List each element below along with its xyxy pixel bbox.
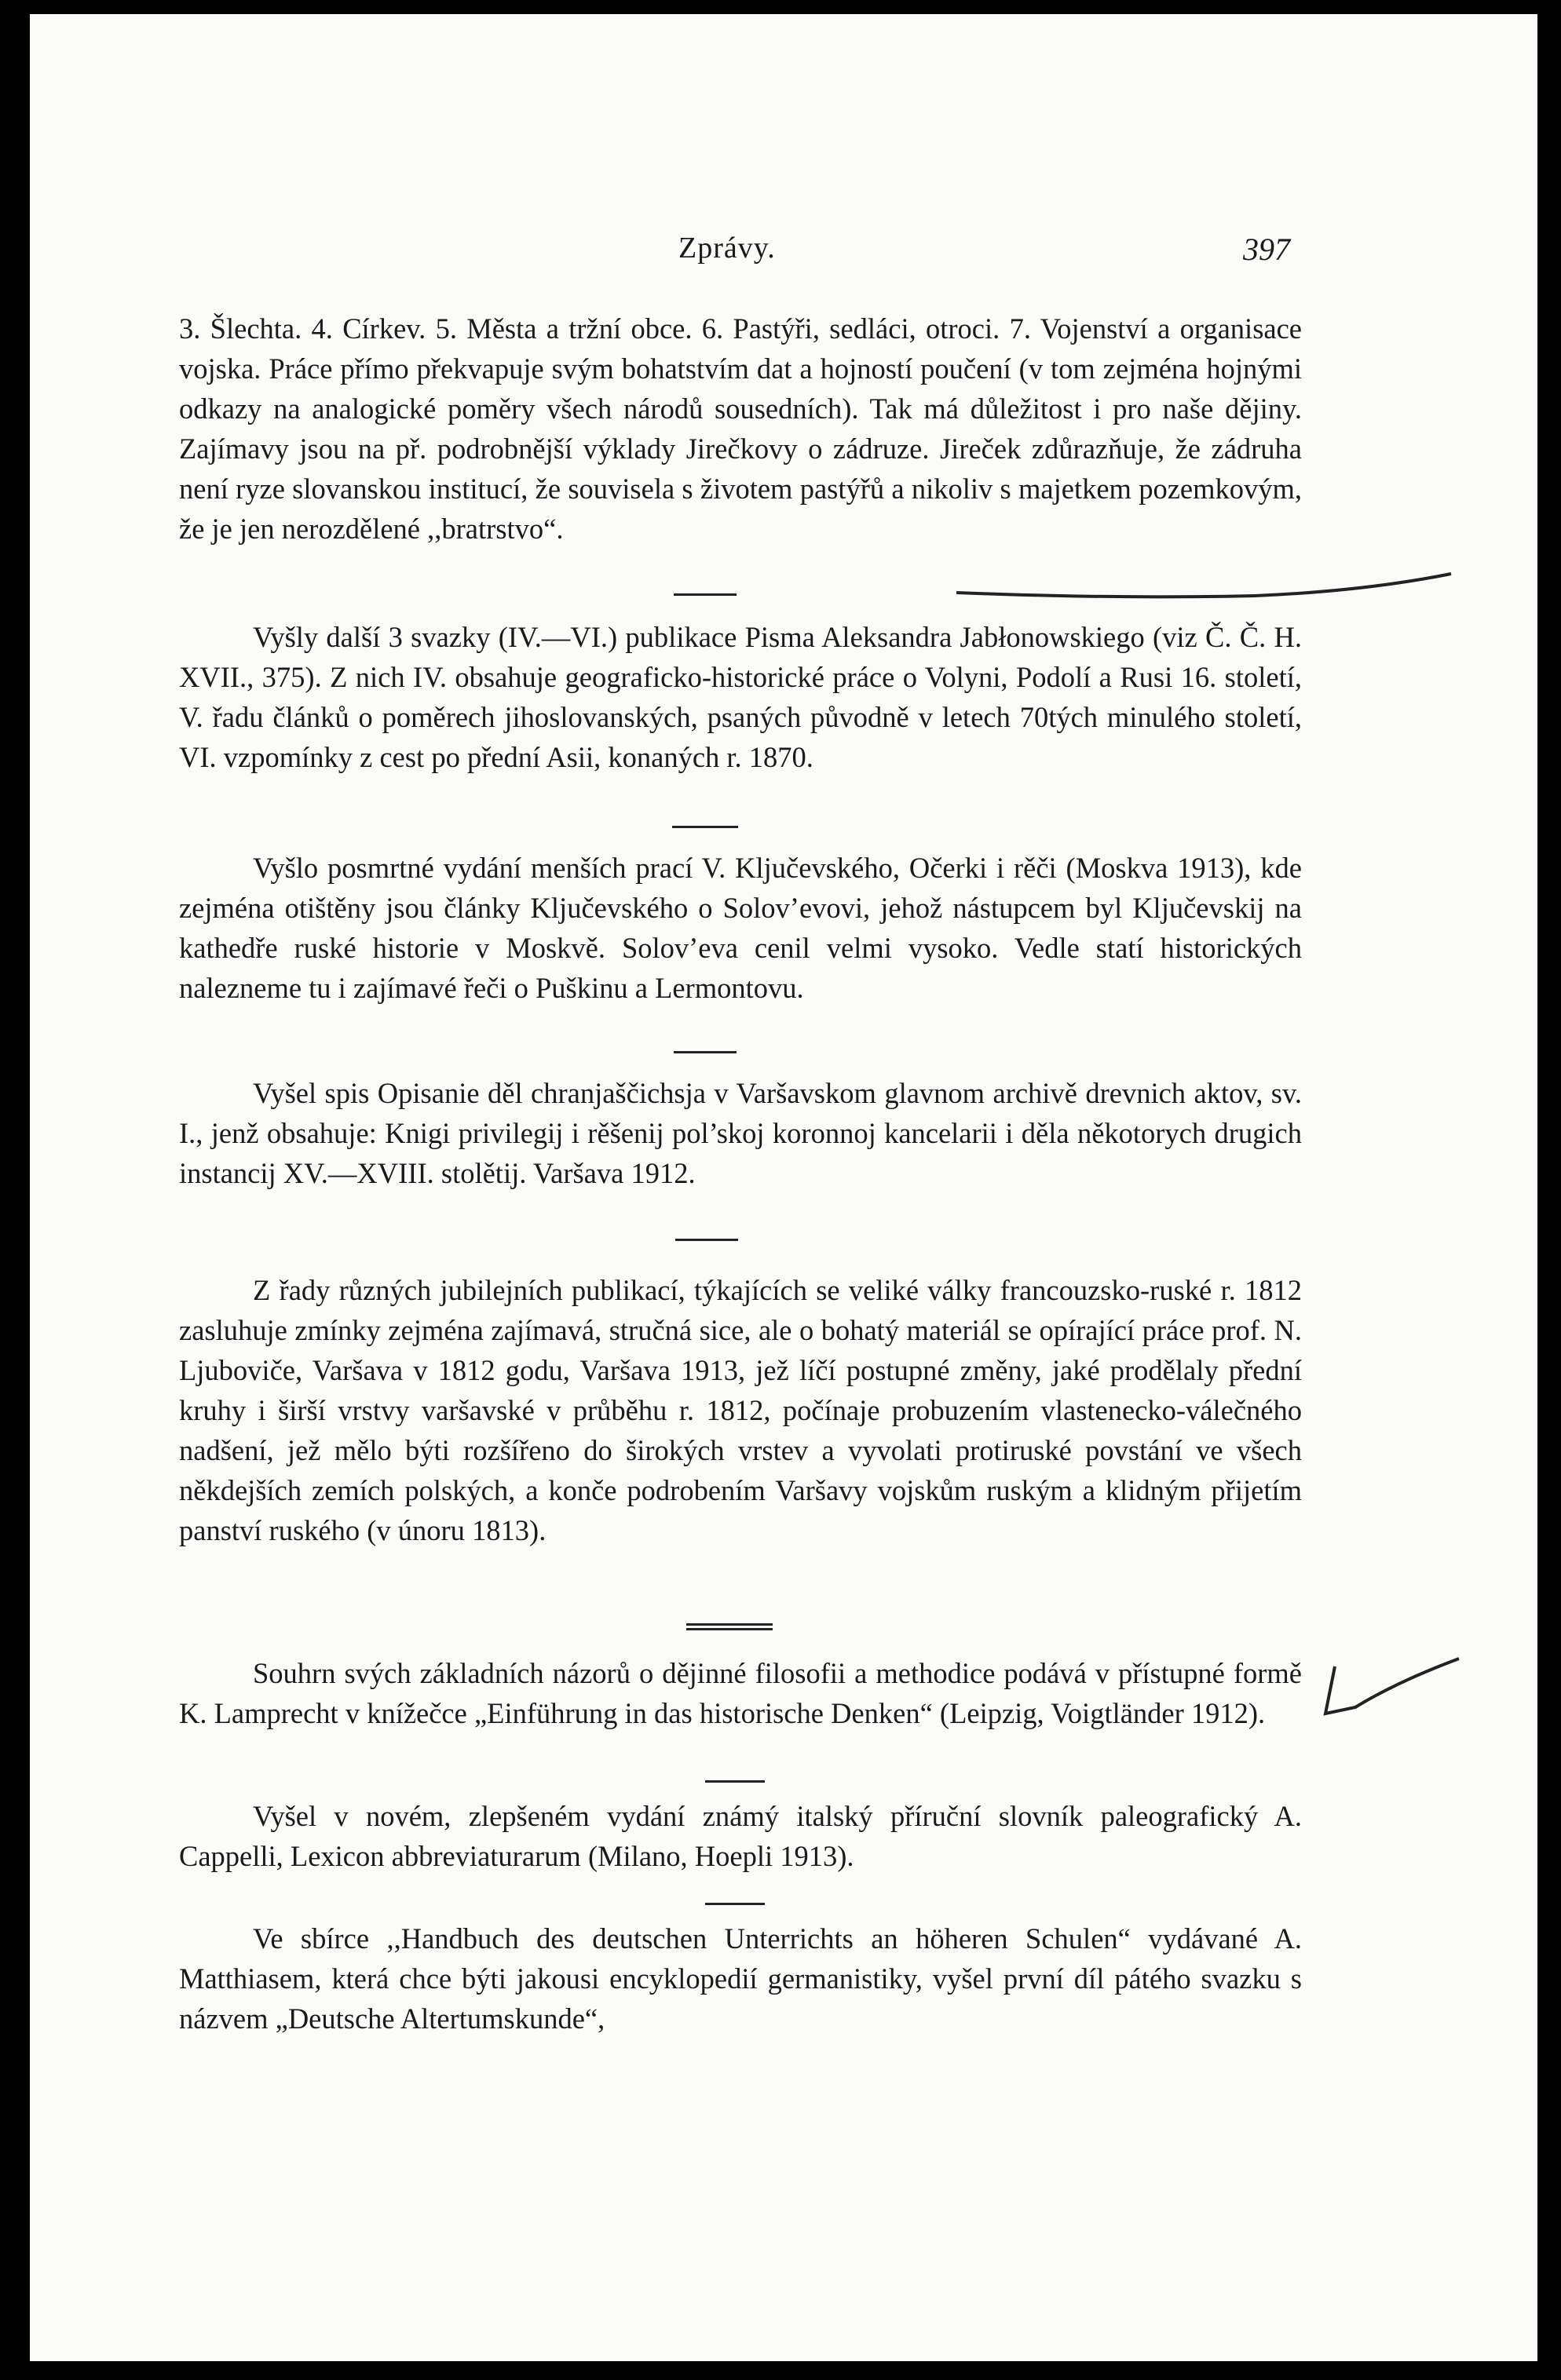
pen-check-mark (1318, 1651, 1475, 1729)
page-number: 397 (1243, 232, 1290, 267)
running-title: Zprávy. (678, 232, 776, 265)
paragraph-text: Souhrn svých základních názorů o dějinné filosofii a methodice podává v přístupné formě K. Lamprecht v knížečce „Einführung in das historische Denken“ (Leipzig, Voigtländer 1912). (179, 1657, 1302, 1729)
scanned-page (30, 14, 1537, 2361)
news-item (179, 1653, 1302, 1733)
news-item (179, 617, 1302, 777)
news-item (179, 1918, 1302, 2039)
paragraph-text: Vyšly další 3 svazky (IV.—VI.) publikace Pisma Aleksandra Jabłonowskiego (viz Č. Č. H. XVII., 375). Z nich IV. obsahuje geograficko-historické práce o Volyni, Podolí a Rusi 16. století, V. řadu článků o poměrech jihoslovanských, psaných původně v letech 70tých minulého století, VI. vzpomínky z cest po přední Asii, konaných r. 1870. (179, 621, 1302, 773)
section-divider (705, 1780, 765, 1783)
paragraph-text: Vyšel v novém, zlepšeném vydání známý italský příruční slovník paleografický A. Cappelli, Lexicon abbreviaturarum (Milano, Hoepli 1913). (179, 1800, 1302, 1872)
news-item (179, 848, 1302, 1008)
paragraph-text: Ve sbírce ,,Handbuch des deutschen Unterrichts an höheren Schulen“ vydávané A. Matthiasem, která chce býti jakousi encyklopedií germanistiky, vyšel první díl pátého svazku s názvem „Deutsche Altertumskunde“, (179, 1922, 1302, 2035)
section-divider (675, 1239, 738, 1241)
section-divider (672, 826, 738, 828)
pen-underline-mark (956, 560, 1459, 607)
news-item (179, 1073, 1302, 1193)
news-item (179, 1796, 1302, 1876)
paragraph-text: Z řady různých jubilejních publikací, týkajících se veliké války francouzsko-ruské r. 1812 zasluhuje zmínky zejména zajímavá, stručná sice, ale o bohatý materiál se opírající práce prof. N. Ljuboviče, Varšava v 1812 godu, Varšava 1913, jež líčí postupné změny, jaké prodělaly přední kruhy i širší vrstvy varšavské v průběhu r. 1812, počínaje probuzením vlastenecko-válečného nadšení, jež mělo býti rozšířeno do širokých vrstev a vyvolati protiruské povstání ve všech někdejších zemích polských, a konče podrobením Varšavy vojskům ruským a klidným přijetím panství ruského (v únoru 1813). (179, 1274, 1302, 1546)
page-header (30, 231, 1537, 278)
paragraph-text: Vyšel spis Opisanie děl chranjaščichsja v Varšavskom glavnom archivě drevnich aktov, sv. I., jenž obsahuje: Knigi privilegij i rěšenij pol’skoj koronnoj kancelarii i děla někotorych drugich instancij XV.—XVIII. stolětij. Varšava 1912. (179, 1077, 1302, 1189)
news-item (179, 1270, 1302, 1550)
double-rule-divider (686, 1623, 773, 1630)
section-divider (674, 593, 737, 596)
section-divider (705, 1903, 765, 1905)
section-divider (674, 1051, 737, 1053)
paragraph-continued (179, 308, 1302, 549)
paragraph-text: Vyšlo posmrtné vydání menších prací V. Ključevského, Očerki i rěči (Moskva 1913), kde zejména otištěny jsou články Ključevského o Solov’evovi, jehož nástupcem byl Ključevskij na kathedře ruské historie v Moskvě. Solov’eva cenil velmi vysoko. Vedle statí historických nalezneme tu i zajímavé řeči o Puškinu a Lermontovu. (179, 852, 1302, 1004)
paragraph-text: 3. Šlechta. 4. Církev. 5. Města a tržní obce. 6. Pastýři, sedláci, otroci. 7. Vojenství a organisace vojska. Práce přímo překvapuje svým bohatstvím dat a hojností poučení (v tom zejména hojnými odkazy na analogické poměry všech národů sousedních). Tak má důležitost i pro naše dějiny. Zajímavy jsou na př. podrobnější výklady Jirečkovy o zádruze. Jireček zdůrazňuje, že zádruha není ryze slovanskou institucí, že souvisela s životem pastýřů a nikoliv s majetkem pozemkovým, že je jen nerozdělené ,,bratrstvo“. (179, 312, 1302, 545)
